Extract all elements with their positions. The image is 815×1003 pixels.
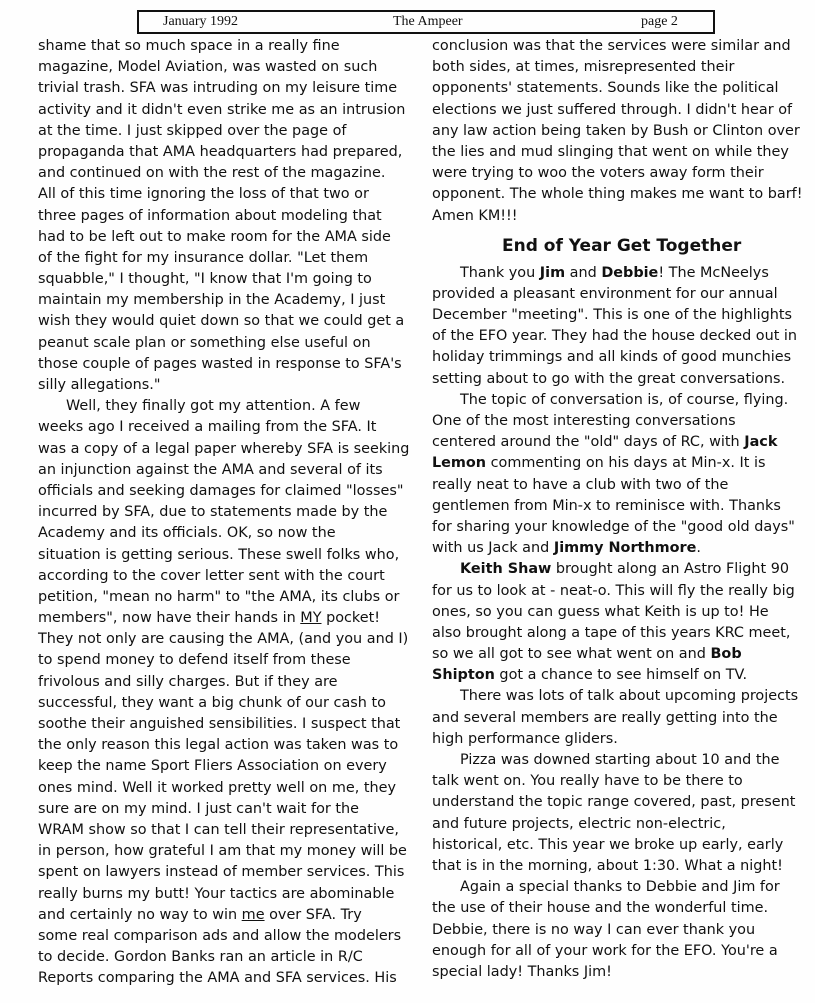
text-line: the use of their house and the wonderful time. (432, 900, 769, 917)
text-line: December "meeting". This is one of the highlights (432, 307, 793, 324)
text-line: according to the cover letter sent with the court (38, 567, 385, 584)
text-line: opponents' statements. Sounds like the political (432, 80, 779, 97)
text-line: both sides, at times, misrepresented their (432, 59, 735, 76)
text-line: at the time. I just skipped over the page of (38, 122, 347, 139)
text-line: gentlemen from Min-x to reminisce with. Thanks (432, 497, 781, 514)
text-line: keep the name Sport Fliers Association on every (38, 758, 387, 775)
text-line: situation is getting serious. These swell folks who, (38, 546, 400, 563)
text-segment: over SFA. Try (264, 906, 362, 923)
text-line (432, 263, 812, 284)
text-line: activity and it didn't even strike me as an intrusion (38, 101, 406, 118)
text-line: some real comparison ads and allow the modelers (38, 927, 402, 944)
text-line (38, 608, 413, 629)
bold-name: Bob (710, 646, 742, 663)
text-line: for us to look at - neat-o. This will fly the really big (432, 582, 795, 599)
text-line: Debbie, there is no way I can ever thank you (432, 921, 756, 938)
text-segment: with us Jack and (432, 540, 554, 557)
text-line (38, 905, 413, 926)
text-line: talk went on. You really have to be there to (432, 773, 743, 790)
text-line: All of this time ignoring the loss of that two or (38, 186, 369, 203)
text-line: trivial trash. SFA was intruding on my leisure time (38, 80, 398, 97)
text-line (432, 665, 812, 686)
newsletter-title: The Ampeer (393, 14, 463, 29)
text-line: conclusion was that the services were similar and (432, 38, 791, 54)
text-line: successful, they want a big chunk of our cash to (38, 694, 386, 711)
text-line: Pizza was downed starting about 10 and the (460, 752, 780, 768)
bold-name: Keith Shaw (460, 561, 552, 578)
text-line: silly allegations." (38, 377, 161, 393)
text-line: Academy and its officials. OK, so now the (38, 525, 336, 542)
text-line: One of the most interesting conversations (432, 413, 736, 429)
text-line: opponent. The whole thing makes me want to barf! (432, 186, 803, 203)
text-line (432, 538, 812, 559)
text-line: ones mind. Well it worked pretty well on me, they (38, 779, 396, 796)
section-heading: End of Year Get Together (502, 235, 742, 256)
text-line: special lady! Thanks Jim! (432, 963, 612, 980)
text-line: Well, they finally got my attention. A few (66, 398, 361, 415)
text-line: Amen KM!!! (432, 207, 518, 224)
bold-name: Jimmy Northmore (553, 540, 697, 557)
text-line: had to be left out to make room for the AMA side (38, 228, 391, 245)
text-line: for sharing your knowledge of the "good old days" (432, 518, 795, 535)
bold-name: Lemon (432, 455, 487, 472)
bold-name: Jack (744, 434, 778, 451)
text-line: Again a special thanks to Debbie and Jim for (460, 879, 780, 896)
text-line: really neat to have a club with two of the (432, 476, 729, 493)
text-line: weeks ago I received a mailing from the SFA. It (38, 419, 377, 436)
text-line: the lies and mud slinging that went on while they (432, 143, 789, 160)
text-line: historical, etc. This year we broke up early, early (432, 836, 784, 853)
text-line: really burns my butt! Your tactics are abominable (38, 885, 395, 902)
text-segment: Thank you (460, 264, 540, 281)
text-line: understand the topic range covered, past, present (432, 794, 796, 811)
text-line: sure are on my mind. I just can't wait for the (38, 800, 359, 817)
text-line: There was lots of talk about upcoming projects (460, 688, 799, 705)
text-line: maintain my membership in the Academy, I just (38, 292, 386, 309)
text-line: three pages of information about modeling that (38, 207, 382, 224)
text-line: They not only are causing the AMA, (and you and I) (38, 631, 409, 648)
text-line: provided a pleasant environment for our annual (432, 285, 778, 302)
left-column (38, 36, 413, 989)
text-line: magazine, Model Aviation, was wasted on such (38, 59, 378, 76)
text-line: the only reason this legal action was taken was to (38, 737, 399, 754)
text-line: ones, so you can guess what Keith is up to! He (432, 603, 769, 620)
text-segment: members", now have their hands in (38, 610, 301, 627)
text-line: to spend money to defend itself from these (38, 652, 351, 669)
right-column (432, 36, 812, 983)
text-line (432, 644, 812, 665)
text-line: shame that so much space in a really fine (38, 38, 340, 54)
text-segment: pocket! (321, 610, 381, 627)
text-line: enough for all of your work for the EFO. You're a (432, 942, 778, 959)
text-line: Reports comparing the AMA and SFA services. His (38, 970, 397, 987)
text-line: that is in the morning, about 1:30. What a night! (432, 857, 783, 874)
text-line: and several members are really getting into the (432, 709, 778, 726)
text-segment: ! The McNeelys (658, 264, 769, 281)
text-line: petition, "mean no harm" to "the AMA, its clubs or (38, 588, 400, 605)
text-line: The topic of conversation is, of course, flying. (460, 391, 789, 408)
text-line: an injunction against the AMA and several of its (38, 461, 383, 478)
bold-name: Debbie (601, 264, 659, 281)
text-line: incurred by SFA, due to statements made by the (38, 504, 388, 521)
text-line: high performance gliders. (432, 730, 618, 747)
text-segment: . (696, 540, 701, 557)
text-line: squabble," I thought, "I know that I'm going to (38, 271, 372, 288)
text-line: soothe their anguished sensibilities. I suspect that (38, 716, 401, 732)
text-line: peanut scale plan or something else useful on (38, 334, 371, 351)
text-line: also brought along a tape of this years KRC meet, (432, 624, 791, 641)
text-line (432, 453, 812, 474)
text-line: of the fight for my insurance dollar. "Let them (38, 249, 369, 266)
text-segment: brought along an Astro Flight 90 (551, 561, 790, 578)
text-segment: and (565, 264, 602, 281)
text-line (432, 559, 812, 580)
text-line: any law action being taken by Bush or Clinton over (432, 122, 800, 139)
header-date: January 1992 (163, 14, 239, 29)
text-line: spent on lawyers instead of member services. This (38, 864, 405, 881)
underlined-text: me (241, 906, 265, 923)
text-line: setting about to go with the great conversations. (432, 370, 786, 387)
text-line: and continued on with the rest of the magazine. (38, 165, 386, 182)
text-line: frivolous and silly charges. But if they are (38, 673, 338, 690)
text-line: to decide. Gordon Banks ran an article in R/C (38, 949, 363, 966)
text-line: was a copy of a legal paper whereby SFA is seeking (38, 440, 410, 457)
text-line: holiday trimmings and all kinds of good munchies (432, 349, 792, 366)
text-line: elections we just suffered through. I didn't hear of (432, 101, 793, 118)
text-line: WRAM show so that I can tell their representative, (38, 821, 399, 838)
bold-name: Jim (539, 264, 566, 281)
text-line: officials and seeking damages for claimed "losses" (38, 482, 404, 499)
text-line: those couple of pages wasted in response to SFA's (38, 355, 402, 372)
text-segment: commenting on his days at Min-x. It is (486, 455, 766, 472)
text-line: propaganda that AMA headquarters had prepared, (38, 143, 403, 160)
page-header (137, 10, 715, 34)
text-segment: and certainly no way to win (38, 906, 242, 923)
text-line: were trying to woo the voters away form their (432, 165, 764, 182)
bold-name: Shipton (432, 667, 495, 684)
text-line: and future projects, electric non-electric, (432, 815, 726, 832)
page-number: page 2 (641, 14, 678, 29)
text-line: of the EFO year. They had the house decked out in (432, 328, 798, 345)
underlined-text: MY (300, 610, 322, 627)
text-line: wish they would quiet down so that we could get a (38, 313, 405, 330)
text-segment: got a chance to see himself on TV. (494, 667, 748, 684)
text-line: in person, how grateful I am that my money will be (38, 843, 407, 860)
text-line (432, 432, 812, 453)
text-segment: so we all got to see what went on and (432, 646, 711, 663)
text-segment: centered around the "old" days of RC, with (432, 434, 745, 451)
